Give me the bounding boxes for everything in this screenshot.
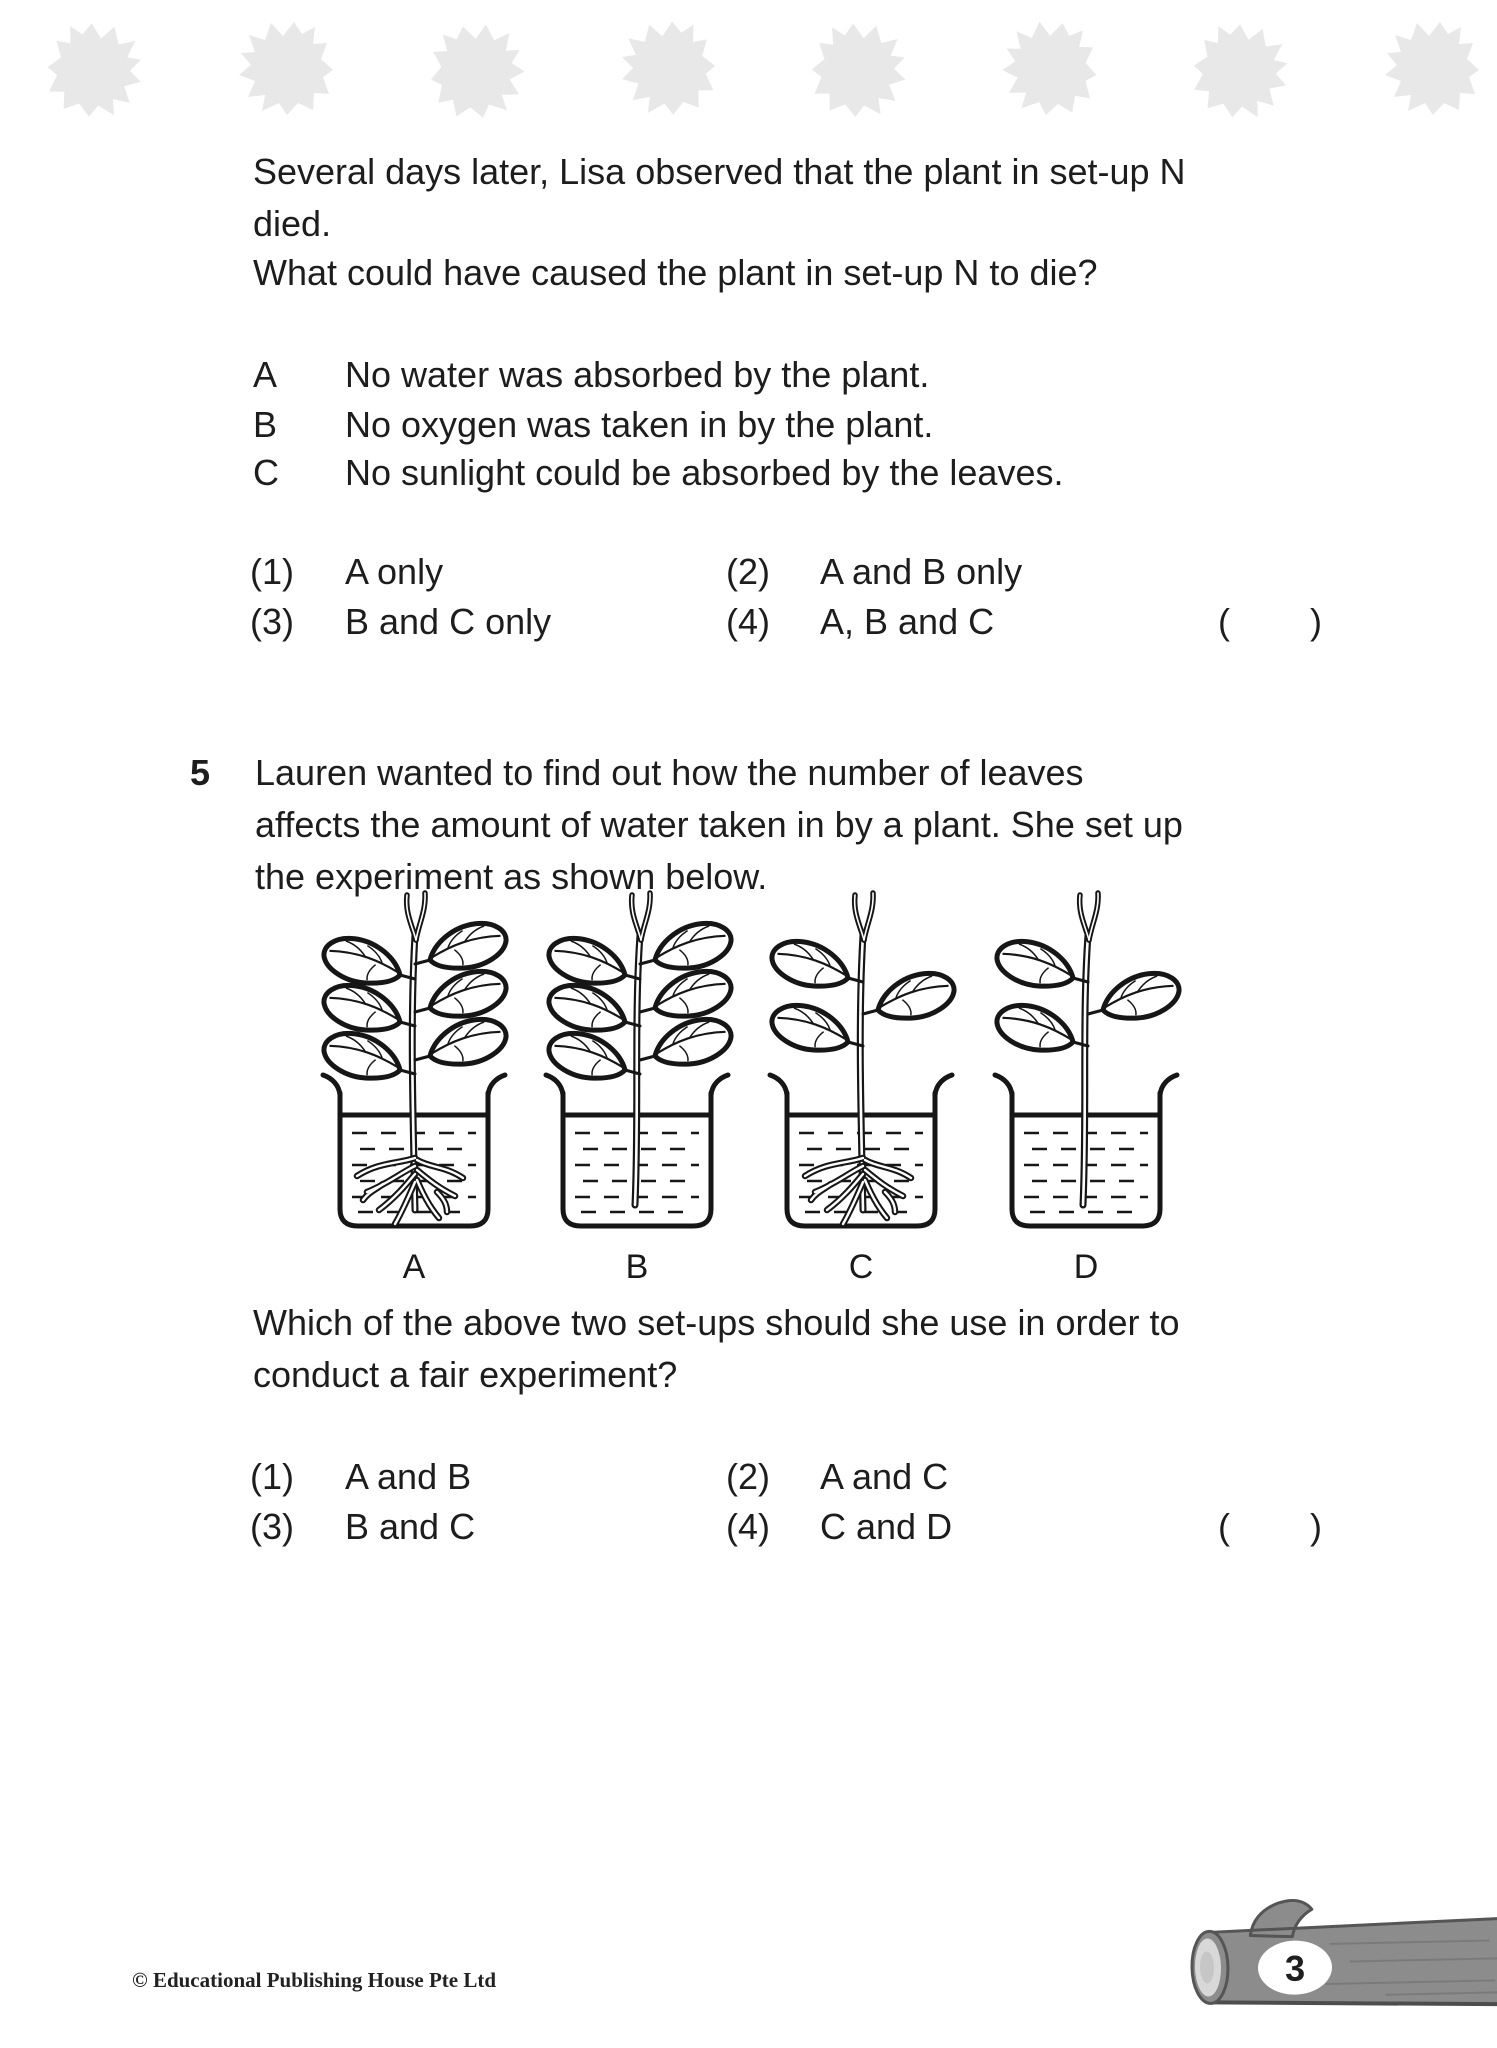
leaf-blob-icon — [424, 19, 530, 124]
leaf-blob-icon — [43, 19, 146, 121]
setup-a-diagram — [320, 893, 511, 1286]
leaf-blob-icon — [809, 22, 908, 120]
q5-choice-3-text: B and C — [345, 1506, 476, 1547]
q4-statement-b-letter: B — [253, 404, 278, 445]
q5-choice-2-text: A and C — [820, 1456, 949, 1497]
q4-prompt-line-1: Several days later, Lisa observed that the plant in set-up N — [253, 151, 1186, 192]
q5-choice-4-text: C and D — [820, 1506, 953, 1547]
q4-choice-3-text: B and C only — [345, 601, 552, 642]
experiment-setups-figure — [0, 870, 1497, 1290]
page-number: 3 — [1284, 1947, 1306, 1989]
q4-prompt-line-2: died. — [253, 203, 332, 244]
q4-choice-2-num: (2) — [726, 551, 770, 592]
setup-c-diagram — [768, 893, 959, 1286]
q4-choice-1-num: (1) — [250, 551, 294, 592]
setup-b-diagram — [545, 893, 736, 1286]
setup-a-label: A — [402, 1248, 426, 1286]
leaf-blob-icon — [998, 17, 1101, 119]
q4-statement-a-letter: A — [253, 354, 278, 395]
q5-choice-1-text: A and B — [345, 1456, 472, 1497]
q4-prompt-line-3: What could have caused the plant in set-up N to die? — [253, 252, 1098, 293]
log-page-number-graphic — [1155, 1872, 1497, 2048]
q5-choice-4-num: (4) — [726, 1506, 770, 1547]
setup-b-label: B — [625, 1248, 649, 1286]
q4-statement-b-text: No oxygen was taken in by the plant. — [345, 404, 934, 445]
q5-prompt-line-1: Lauren wanted to find out how the number of leaves — [255, 752, 1084, 793]
q4-choice-4-num: (4) — [726, 601, 770, 642]
q5-prompt-line-3: the experiment as shown below. — [255, 856, 768, 897]
roots-c — [805, 1158, 911, 1224]
copyright-notice: © Educational Publishing House Pte Ltd — [132, 1968, 497, 1992]
leaf-blob-icon — [239, 22, 333, 115]
setup-d-label: D — [1073, 1248, 1099, 1286]
q5-choice-2-num: (2) — [726, 1456, 770, 1497]
leaf-blob-icon — [1187, 18, 1294, 125]
q5-choice-1-num: (1) — [250, 1456, 294, 1497]
q5-question-line-2: conduct a fair experiment? — [253, 1354, 678, 1395]
decorative-leaf-band — [0, 0, 1497, 130]
q5-question-line-1: Which of the above two set-ups should she use in order to — [253, 1302, 1180, 1343]
q4-statement-c-letter: C — [253, 452, 279, 493]
q4-choice-1-text: A only — [345, 551, 444, 592]
q4-statement-c-text: No sunlight could be absorbed by the leaves. — [345, 452, 1064, 493]
q5-prompt-line-2: affects the amount of water taken in by a plant. She set up — [255, 804, 1183, 845]
setup-c-label: C — [848, 1248, 874, 1286]
q4-choice-2-text: A and B only — [820, 551, 1023, 592]
q5-answer-blank: ( ) — [1218, 1506, 1322, 1547]
roots-a — [357, 1158, 463, 1224]
leaf-blob-icon — [1385, 22, 1479, 115]
q4-answer-blank: ( ) — [1218, 601, 1322, 642]
setup-d-diagram — [993, 893, 1184, 1286]
q5-choice-3-num: (3) — [250, 1506, 294, 1547]
q4-statement-a-text: No water was absorbed by the plant. — [345, 354, 930, 395]
q4-choice-4-text: A, B and C — [820, 601, 995, 642]
q5-number: 5 — [190, 752, 211, 793]
leaf-blob-icon — [617, 18, 719, 119]
q4-choice-3-num: (3) — [250, 601, 294, 642]
